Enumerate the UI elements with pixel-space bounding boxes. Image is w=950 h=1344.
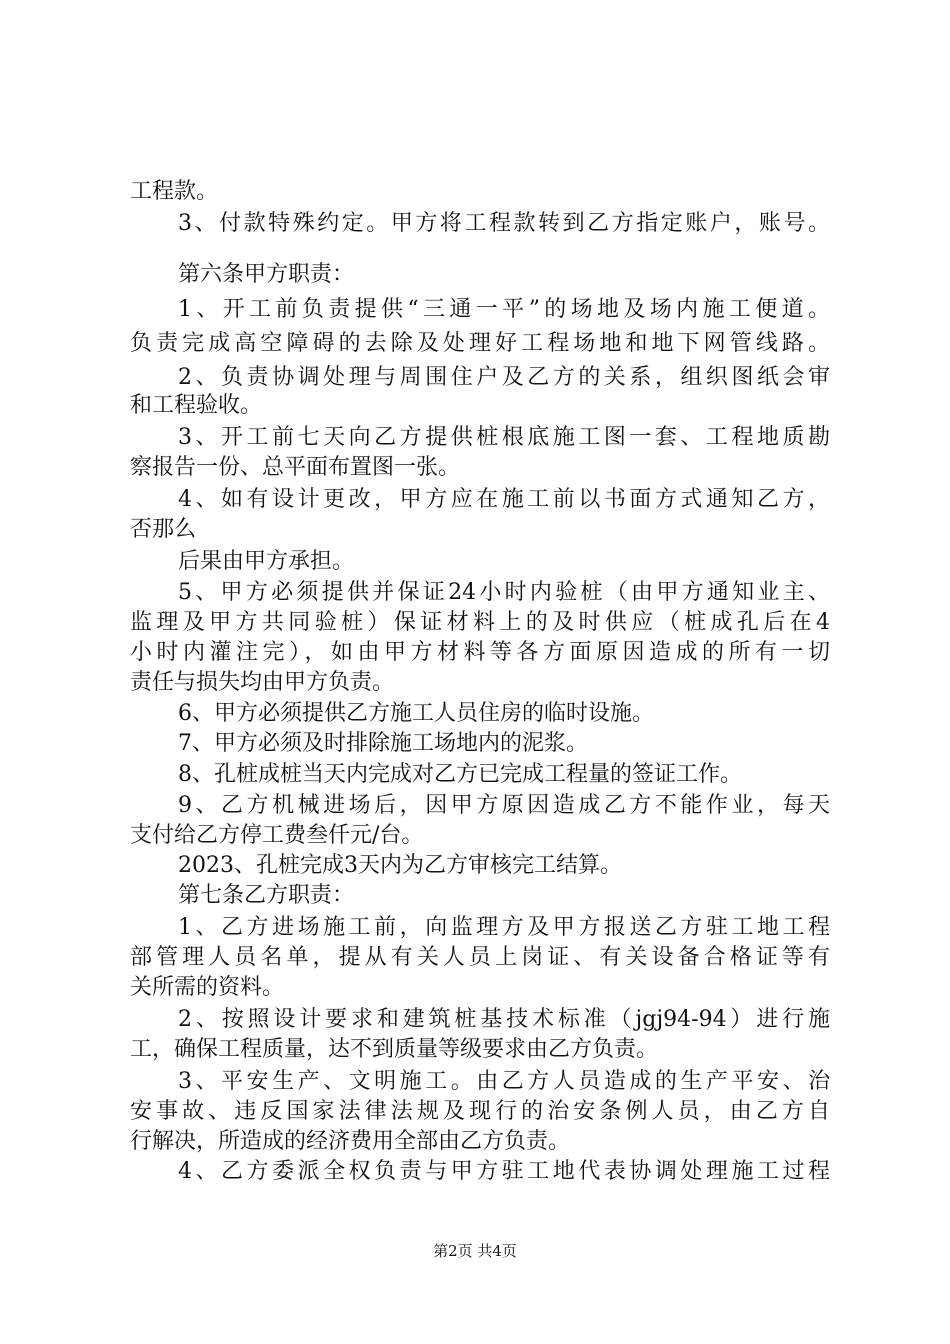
- text-line: 3、开工前七天向乙方提供桩根底施工图一套、工程地质勘: [178, 425, 830, 450]
- text-line: 5、甲方必须提供并保证24小时内验桩（由甲方通知业主、: [178, 580, 830, 605]
- text-line: 和工程验收。: [130, 393, 263, 418]
- text-line: 2023、孔桩完成3天内为乙方审核完工结算。: [178, 853, 622, 878]
- text-line: 8、孔桩成桩当天内完成对乙方已完成工程量的签证工作。: [178, 762, 742, 787]
- text-line: 2、按照设计要求和建筑桩基技术标准（jgj94-94）进行施: [178, 1007, 830, 1032]
- text-line: 关所需的资料。: [130, 975, 285, 1000]
- text-line: 监理及甲方共同验桩）保证材料上的及时供应（桩成孔后在4: [130, 610, 830, 635]
- text-line: 4、如有设计更改，甲方应在施工前以书面方式通知乙方，: [178, 487, 830, 512]
- text-line: 工，确保工程质量，达不到质量等级要求由乙方负责。: [130, 1037, 659, 1062]
- text-line: 3、付款特殊约定。甲方将工程款转到乙方指定账户，账号。: [178, 211, 830, 236]
- section-heading: 第六条甲方职责：: [178, 262, 355, 287]
- text-line: 2、负责协调处理与周围住户及乙方的关系，组织图纸会审: [178, 365, 830, 390]
- text-line: 6、甲方必须提供乙方施工人员住房的临时设施。: [178, 701, 654, 726]
- text-line: 后果由甲方承担。: [178, 549, 355, 574]
- text-line: 否那么: [130, 517, 197, 542]
- text-line: 安事故、违反国家法律法规及现行的治安条例人员，由乙方自: [130, 1099, 830, 1124]
- text-line: 3、平安生产、文明施工。由乙方人员造成的生产平安、治: [178, 1069, 830, 1094]
- text-line: 9、乙方机械进场后，因甲方原因造成乙方不能作业，每天: [178, 793, 830, 818]
- text-line: 1、乙方进场施工前，向监理方及甲方报送乙方驻工地工程: [178, 915, 830, 940]
- page-footer: 第2页 共4页: [433, 1242, 517, 1260]
- text-line: 4、乙方委派全权负责与甲方驻工地代表协调处理施工过程: [178, 1159, 830, 1184]
- text-line: 7、甲方必须及时排除施工场地内的泥浆。: [178, 731, 588, 756]
- section-heading: 第七条乙方职责：: [178, 883, 355, 908]
- text-line: 负责完成高空障碍的去除及处理好工程场地和地下网管线路。: [130, 331, 830, 356]
- text-line: 小时内灌注完），如由甲方材料等各方面原因造成的所有一切: [130, 640, 830, 665]
- text-line: 支付给乙方停工费叁仟元/台。: [130, 823, 424, 848]
- text-line: 行解决，所造成的经济费用全部由乙方负责。: [130, 1129, 571, 1154]
- text-line: 1、开工前负责提供“三通一平”的场地及场内施工便道。: [178, 297, 830, 322]
- text-line: 工程款。: [130, 179, 219, 204]
- text-line: 部管理人员名单，提从有关人员上岗证、有关设备合格证等有: [130, 945, 830, 970]
- text-line: 责任与损失均由甲方负责。: [130, 670, 395, 695]
- text-line: 察报告一份、总平面布置图一张。: [130, 455, 461, 480]
